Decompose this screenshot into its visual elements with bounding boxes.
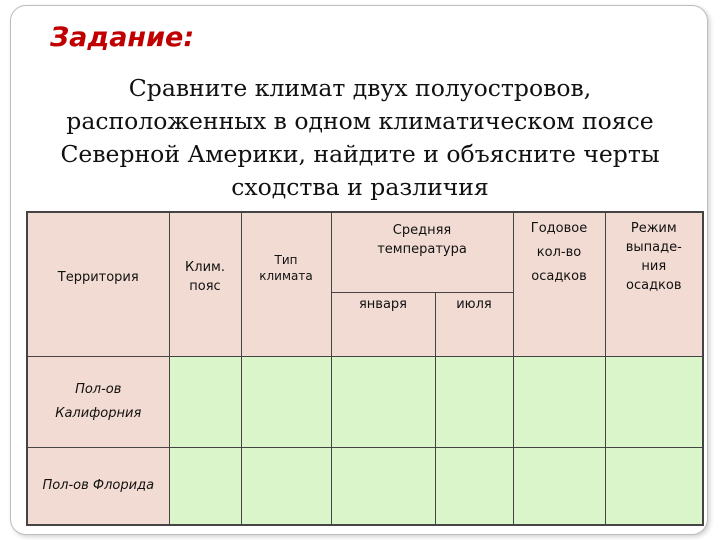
cell-florida-type[interactable] — [241, 447, 331, 525]
cell-california-regime[interactable] — [605, 356, 703, 447]
territory-line: Калифорния — [55, 405, 142, 421]
cell-florida-belt[interactable] — [169, 447, 241, 525]
header-regime-line: Режим — [630, 221, 677, 236]
header-regime-line: ния — [641, 259, 667, 274]
header-territory — [27, 212, 169, 356]
territory-line: Пол-ов Флорида — [42, 477, 155, 493]
header-temp-line: Средняя — [392, 223, 452, 238]
task-line: Сравните климат двух полуостровов, — [128, 74, 592, 102]
task-line: сходства и различия — [231, 173, 489, 201]
header-climate-belt — [169, 212, 241, 356]
task-line: расположенных в одном климатическом поясе — [66, 107, 654, 135]
task-text — [30, 72, 690, 204]
row-california-territory — [27, 356, 169, 447]
cell-california-july[interactable] — [435, 356, 513, 447]
cell-california-annual[interactable] — [513, 356, 605, 447]
header-january — [331, 292, 435, 356]
cell-california-type[interactable] — [241, 356, 331, 447]
header-belt-line: пояс — [189, 279, 221, 295]
cell-florida-july[interactable] — [435, 447, 513, 525]
header-type-line: Тип — [274, 253, 298, 268]
task-line: Северной Америки, найдите и объясните черты — [60, 140, 660, 168]
cell-florida-regime[interactable] — [605, 447, 703, 525]
header-average-temperature — [331, 212, 513, 292]
row-florida-territory — [27, 447, 169, 525]
task-label: Задание: — [50, 22, 195, 53]
header-territory-label: Территория — [57, 269, 139, 285]
comparison-table — [26, 211, 704, 526]
header-january-label: января — [358, 296, 408, 312]
cell-florida-annual[interactable] — [513, 447, 605, 525]
header-july-label: июля — [456, 296, 492, 312]
territory-line: Пол-ов — [75, 381, 122, 397]
header-july — [435, 292, 513, 356]
cell-florida-january[interactable] — [331, 447, 435, 525]
header-type-line: климата — [259, 269, 313, 284]
header-regime-line: осадков — [626, 278, 682, 293]
cell-california-january[interactable] — [331, 356, 435, 447]
header-precipitation-regime — [605, 212, 703, 356]
header-annual-line: осадков — [531, 269, 587, 284]
header-temp-line: температура — [377, 242, 467, 257]
header-annual-precipitation — [513, 212, 605, 356]
header-belt-line: Клим. — [185, 260, 225, 276]
header-climate-type — [241, 212, 331, 356]
cell-california-belt[interactable] — [169, 356, 241, 447]
header-annual-line: кол-во — [536, 245, 582, 260]
header-regime-line: выпаде- — [625, 240, 682, 255]
header-annual-line: Годовое — [530, 221, 588, 236]
